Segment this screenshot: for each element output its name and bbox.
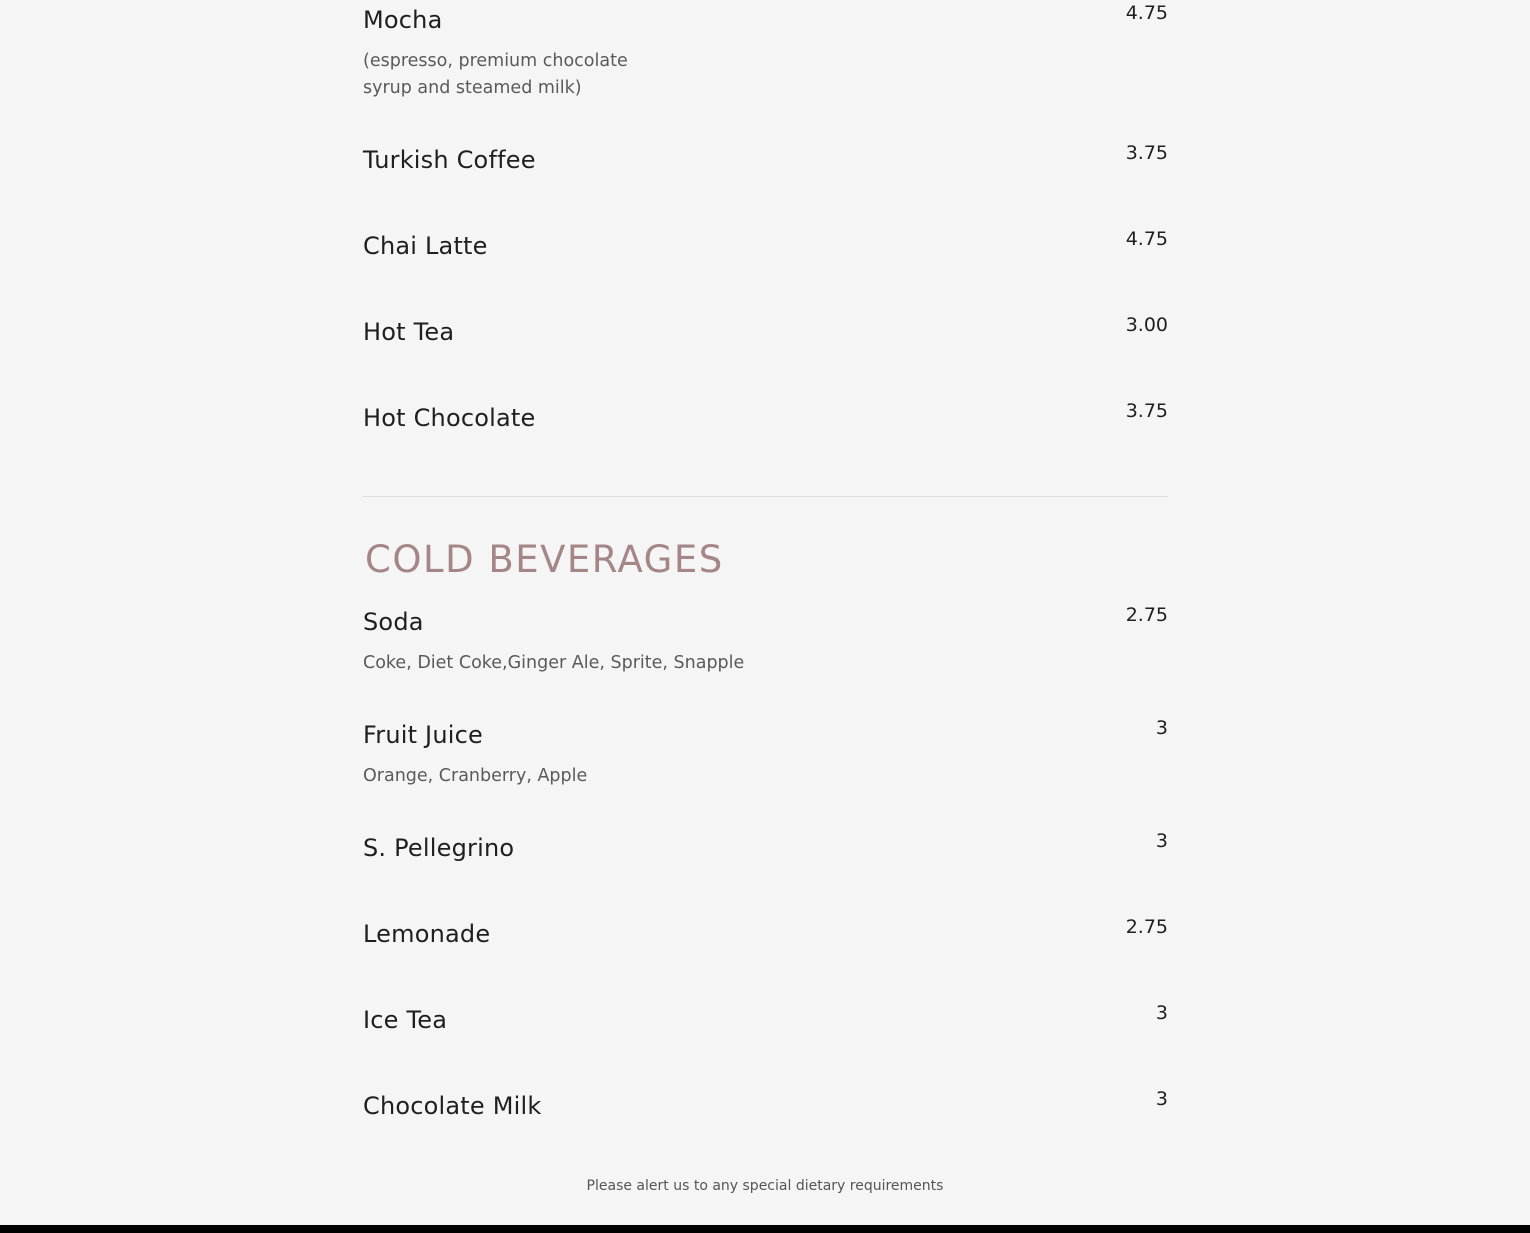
section-divider <box>363 496 1168 497</box>
item-name: Chai Latte <box>363 232 488 260</box>
item-description: Orange, Cranberry, Apple <box>363 766 588 786</box>
item-name: Lemonade <box>363 920 491 948</box>
item-price: 3 <box>1155 1088 1168 1110</box>
item-price: 2.75 <box>1125 916 1168 938</box>
item-price: 3.00 <box>1125 314 1168 336</box>
item-price: 2.75 <box>1125 604 1168 626</box>
item-price: 3 <box>1155 1002 1168 1024</box>
item-name: S. Pellegrino <box>363 834 515 862</box>
item-description: (espresso, premium chocolate syrup and steamed milk) <box>363 51 628 98</box>
item-name: Hot Chocolate <box>363 404 536 432</box>
section-title-cold-beverages: COLD BEVERAGES <box>365 538 724 581</box>
item-price: 4.75 <box>1125 228 1168 250</box>
item-description: Coke, Diet Coke,Ginger Ale, Sprite, Snapple <box>363 653 745 673</box>
dietary-note: Please alert us to any special dietary requirements <box>586 1178 944 1194</box>
item-price: 3 <box>1155 717 1168 739</box>
footer-bar <box>0 1225 1530 1233</box>
menu-content <box>363 0 1168 1233</box>
item-name: Fruit Juice <box>363 721 483 749</box>
item-name: Mocha <box>363 6 443 34</box>
item-name: Soda <box>363 608 424 636</box>
item-name: Chocolate Milk <box>363 1092 542 1120</box>
item-name: Ice Tea <box>363 1006 448 1034</box>
item-price: 3.75 <box>1125 400 1168 422</box>
item-name: Hot Tea <box>363 318 455 346</box>
item-price: 3 <box>1155 830 1168 852</box>
item-name: Turkish Coffee <box>363 146 536 174</box>
item-price: 3.75 <box>1125 142 1168 164</box>
item-price: 4.75 <box>1125 2 1168 24</box>
